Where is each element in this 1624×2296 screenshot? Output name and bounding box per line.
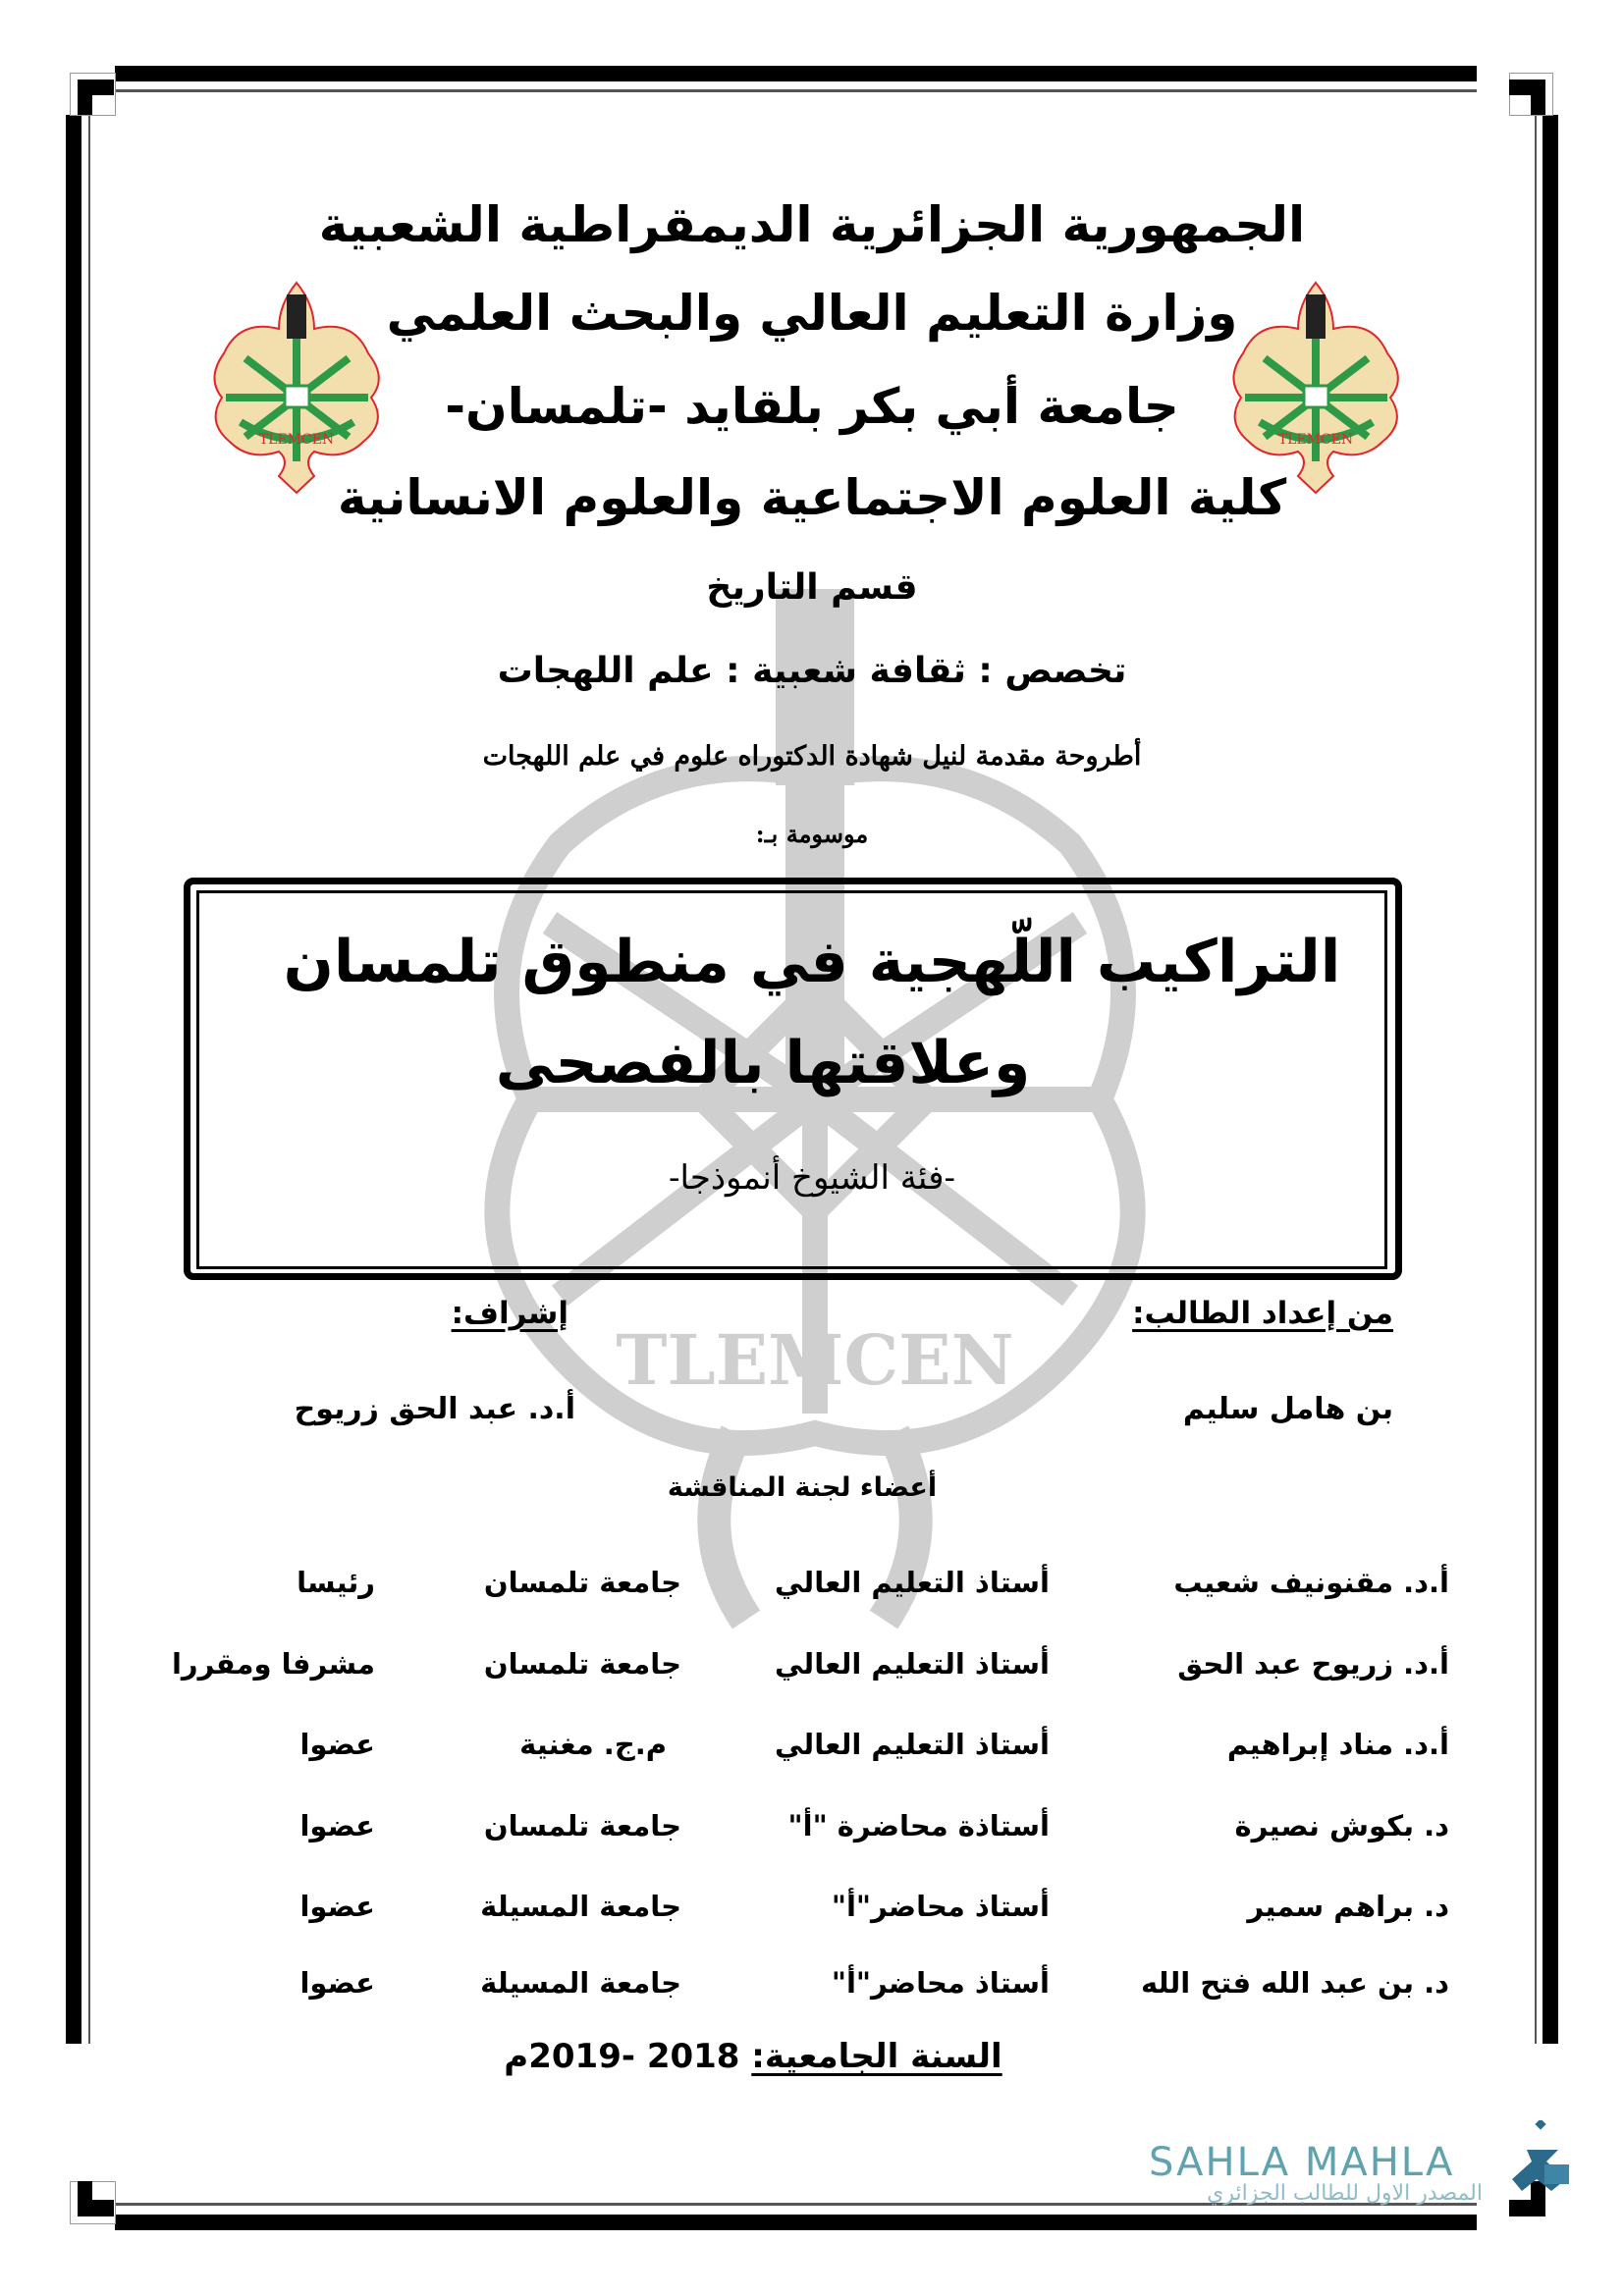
svg-text:TLEMCEN: TLEMCEN	[616, 1319, 1014, 1401]
logo-tagline: المصدر الاول للطالب الجزائري	[1207, 2181, 1483, 2206]
department: قسم التاريخ	[706, 567, 918, 608]
corner-tl-v	[78, 80, 92, 115]
member-name: د. براهم سمير	[1247, 1890, 1449, 1923]
member-role: رئيسا	[297, 1566, 375, 1599]
member-rank: أستاذ التعليم العالي	[774, 1647, 1050, 1681]
member-role: عضوا	[299, 1890, 375, 1923]
member-institution: جامعة المسيلة	[480, 1890, 681, 1923]
thesis-title-line2: وعلاقتها بالفصحى	[495, 1029, 1031, 1097]
border-bottom-thick	[115, 2215, 1477, 2230]
committee-heading: أعضاء لجنة المناقشة	[667, 1472, 938, 1503]
sahla-mahla-calligraphy-icon	[1507, 2120, 1576, 2204]
supervisor-name: أ.د. عبد الحق زريوح	[294, 1392, 575, 1426]
member-role: عضوا	[299, 1809, 375, 1842]
member-name: د. بن عبد الله فتح الله	[1140, 1966, 1449, 2000]
member-rank: أستاذ محاضر"أ"	[831, 1966, 1050, 2000]
academic-year-value: 2018 -2019م	[504, 2037, 740, 2076]
member-rank: أستاذ التعليم العالي	[774, 1728, 1050, 1761]
thesis-title-line1: التراكيب اللّهجية في منطوق تلمسان	[283, 928, 1341, 996]
member-name: أ.د. مناد إبراهيم	[1226, 1728, 1449, 1761]
member-institution: جامعة تلمسان	[483, 1809, 681, 1842]
corner-tr-v	[1531, 80, 1545, 115]
member-institution: جامعة تلمسان	[483, 1647, 681, 1681]
member-rank: أستاذة محاضرة "أ"	[787, 1809, 1050, 1842]
prepared-by-label: من إعداد الطالب:	[1132, 1296, 1393, 1331]
header-republic: الجمهورية الجزائرية الديمقراطية الشعبية	[318, 196, 1306, 253]
svg-text:TLEMCEN: TLEMCEN	[258, 432, 335, 448]
supervisor-label: إشراف:	[451, 1296, 568, 1331]
border-top-thin	[115, 89, 1477, 92]
member-role: مشرفا ومقررا	[171, 1647, 375, 1681]
sahla-mahla-logo	[1149, 2140, 1483, 2206]
member-institution: م.ج. مغنية	[519, 1728, 667, 1761]
corner-bl-h	[78, 2200, 114, 2216]
academic-year-label: السنة الجامعية:	[751, 2037, 1002, 2076]
member-role: عضوا	[299, 1966, 375, 2000]
member-rank: أستاذ محاضر"أ"	[831, 1890, 1050, 1923]
header-ministry: وزارة التعليم العالي والبحث العلمي	[386, 285, 1238, 342]
titled-by: موسومة بـ:	[755, 820, 869, 848]
member-rank: أستاذ التعليم العالي	[774, 1566, 1050, 1599]
member-name: د. بكوش نصيرة	[1234, 1809, 1449, 1842]
member-name: أ.د. زريوح عبد الحق	[1177, 1647, 1449, 1681]
header-faculty: كلية العلوم الاجتماعية والعلوم الانسانية	[337, 469, 1287, 526]
member-role: عضوا	[299, 1728, 375, 1761]
student-name: بن هامل سليم	[1182, 1392, 1393, 1426]
logo-brand: SAHLA MAHLA	[1149, 2140, 1455, 2185]
member-institution: جامعة المسيلة	[480, 1966, 681, 2000]
header-university: جامعة أبي بكر بلقايد -تلمسان-	[445, 378, 1179, 435]
svg-text:TLEMCEN: TLEMCEN	[1277, 432, 1354, 448]
border-top-thick	[115, 66, 1477, 81]
specialty: تخصص : ثقافة شعبية : علم اللهجات	[497, 651, 1127, 691]
member-name: أ.د. مقنونيف شعيب	[1173, 1566, 1449, 1599]
thesis-subtitle: -فئة الشيوخ أنموذجا-	[669, 1158, 955, 1198]
member-institution: جامعة تلمسان	[483, 1566, 681, 1599]
academic-year	[0, 2037, 1565, 2076]
thesis-statement: أطروحة مقدمة لنيل شهادة الدكتوراه علوم في علم اللهجات	[482, 741, 1142, 772]
